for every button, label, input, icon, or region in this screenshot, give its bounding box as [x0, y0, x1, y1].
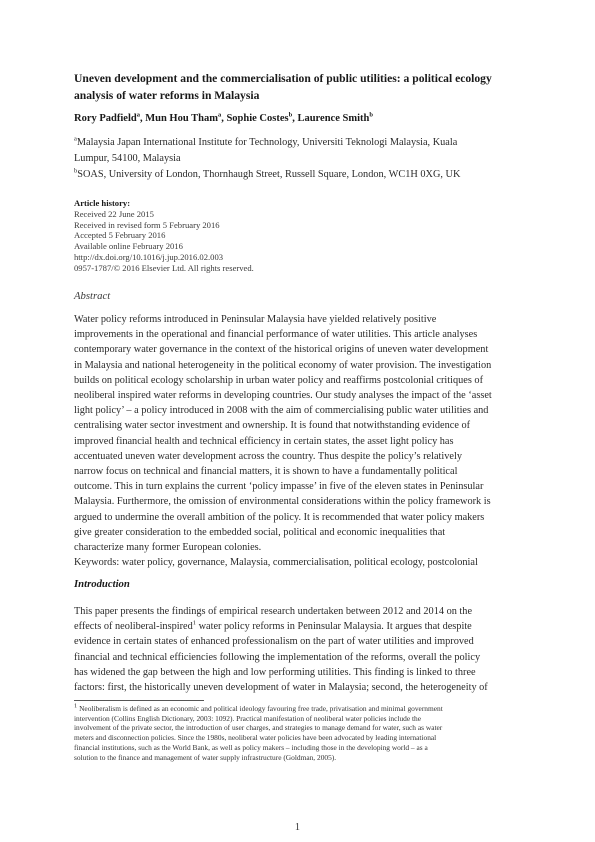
page-number: 1 [294, 822, 301, 833]
copyright-line: 0957-1787/© 2016 Elsevier Ltd. All rights reserved. [74, 262, 254, 273]
doi-link[interactable]: http://dx.doi.org/10.1016/j.jup.2016.02.003 [74, 251, 224, 262]
intro-line: This paper presents the findings of empirical research undertaken between 2012 and 2014 on the [74, 606, 473, 617]
author-affiliation-mark: a [217, 111, 222, 119]
abstract-line: characterize many former European colonies. [74, 542, 262, 554]
author-name: Mun Hou Tham [145, 113, 218, 124]
footnote-mark: 1 [74, 702, 78, 710]
abstract-heading: Abstract [74, 290, 111, 302]
footnote-ref[interactable]: 1 [192, 619, 196, 627]
intro-line: evidence in certain states of enhanced professionalism on the part of water utilities and improved [74, 636, 474, 648]
history-received: Received 22 June 2015 [74, 208, 154, 219]
abstract-line: accentuated uneven water development across the country. Thus despite the policy’s relatively [74, 450, 462, 462]
intro-line: factors: first, the historically uneven development of water in Malaysia; second, the heterogeneity of [74, 682, 488, 694]
article-history [74, 198, 526, 274]
history-revised: Received in revised form 5 February 2016 [74, 219, 220, 230]
abstract-line: centralising water sector investment and ownership. It is found that notwithstanding evidence of [74, 420, 471, 432]
abstract-line: argued to undermine the overall ambition of the policy. It is recommended that water policy makers [74, 511, 485, 523]
author-affiliation-mark: b [369, 111, 373, 119]
history-accepted: Accepted 5 February 2016 [74, 230, 166, 241]
author-name: Laurence Smith [297, 113, 370, 124]
footnote [74, 704, 526, 762]
footnote-line: solution to the finance and management of water supply infrastructure (Goldman, 2005). [74, 752, 337, 762]
affiliation-mark: a [74, 135, 77, 143]
introduction-body [74, 604, 526, 695]
footnote-line: financial institutions, such as the World Bank, as well as policy makers – including those in the developing world – as a [74, 742, 428, 752]
abstract-line: narrow focus on technical and financial matters, it is shown to have a fundamentally political [74, 466, 458, 478]
abstract-line: improvements in the operational and financial performance of water utilities. This article analyses [74, 329, 478, 341]
author-list: Rory Padfield$^a$, Mun Hou Tham$^a$, Sophie Costes$^b$, Laurence Smith$^b$ [74, 111, 373, 124]
footnote-line: involvement of the private sector, the introduction of user charges, and strategies to manage demand for water, such as water [74, 723, 443, 733]
keywords: Keywords: water policy, governance, Malaysia, commercialisation, political ecology, postcolonial [74, 557, 478, 568]
abstract-line: builds on political ecology scholarship in urban water policy and reaffirms postcolonial critiques of [74, 374, 484, 386]
affiliation-line: $^b$SOAS, University of London, Thornhaugh Street, Russell Square, London, WC1H 0XG, UK [74, 167, 461, 180]
abstract-line: improved financial health and technical efficiency in certain states, the asset light policy has [74, 435, 454, 447]
author-name: Rory Padfield [74, 113, 137, 124]
footnote-line: intervention (Collins English Dictionary, 2003: 1092). Practical manifestation of neoliberal water policies include the [74, 713, 421, 723]
abstract-line: contemporary water governance in the context of the historical origins of uneven water development [74, 344, 489, 356]
abstract-line: give greater consideration to the embedded social, political and economic inequalities that [74, 526, 446, 538]
footnote-separator [74, 700, 204, 701]
abstract-line: in Malaysia and national heterogeneity in the political economy of water provision. The investigation [74, 359, 492, 371]
title-line: analysis of water reforms in Malaysia [74, 89, 260, 102]
history-online: Available online February 2016 [74, 241, 183, 252]
author-affiliation-mark: a [136, 111, 140, 119]
affiliation-mark: b [74, 167, 78, 175]
abstract-body [74, 312, 526, 555]
intro-line: has widened the gap between the high and low performing utilities. This finding is linked to three [74, 666, 476, 678]
article-title [74, 70, 526, 104]
abstract-line: outcome. This in turn explains the current ‘policy impasse’ in five of the eleven states in Peninsular [74, 481, 484, 493]
article-history-label: Article history: [74, 198, 131, 208]
title-line: Uneven development and the commercialisation of public utilities: a political ecology [74, 72, 492, 85]
affiliations [74, 135, 526, 183]
abstract-line: neoliberal inspired water reforms in developing countries. Our study analyses the impact of the ‘asset [74, 390, 492, 402]
footnote-line: $^1$ Neoliberalism is defined as an economic and political ideology favouring free trade, privatisation and minimal government [74, 702, 443, 713]
abstract-line: light policy’ – a policy introduced in 2008 with the aim of commercialising public water utilities and [74, 405, 489, 417]
introduction-heading: Introduction [74, 578, 130, 590]
author-affiliation-mark: b [288, 111, 293, 119]
intro-line: financial and technical efficiencies following the implementation of the reforms, overall the policy [74, 651, 481, 663]
abstract-line: Water policy reforms introduced in Peninsular Malaysia have yielded relatively positive [74, 314, 437, 325]
abstract-line: Malaysia. Furthermore, the omission of environmental considerations within the policy framework is [74, 496, 491, 508]
intro-line: effects of neoliberal-inspired$^1$ water policy reforms in Peninsular Malaysia. It argues that despite [74, 619, 472, 633]
affiliation-line: Lumpur, 54100, Malaysia [74, 153, 181, 164]
footnote-line: meters and disconnection policies. Since the 1980s, neoliberal water policies have been advocated by leading international [74, 733, 437, 743]
affiliation-line: $^a$Malaysia Japan International Institute for Technology, Universiti Teknologi Malaysia, Kuala [74, 135, 458, 148]
author-name: Sophie Costes [226, 113, 289, 124]
